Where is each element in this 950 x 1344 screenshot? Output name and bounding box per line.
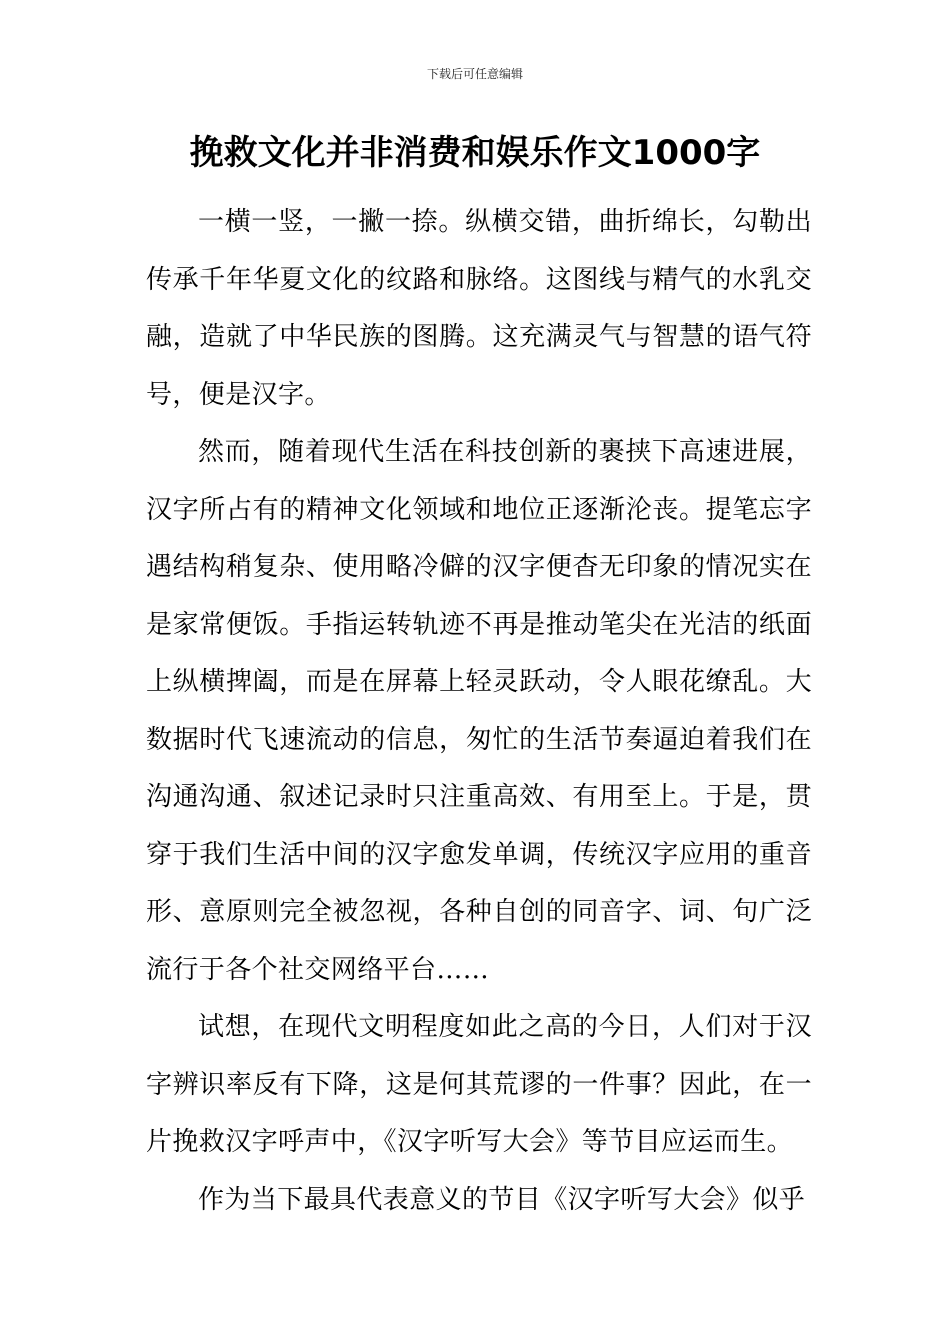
document-title: 挽救文化并非消费和娱乐作文1000字: [189, 133, 761, 173]
paragraph-4: 作为当下最具代表意义的节目《汉字听写大会》似乎: [198, 1184, 806, 1215]
paragraph-2: 然而，随着现代生活在科技创新的裹挟下高速进展，汉字所占有的精神文化领域和地位正逐渐沦丧。提笔忘字遇结构稍复杂、使用略冷僻的汉字便杳无印象的情况实在是家常便饭。手指运转轨迹不再是推动笔尖在光洁的纸面上纵横捭阖，而是在屏幕上轻灵跃动，令人眼花缭乱。大数据时代飞速流动的信息，匆忙的生活节奏逼迫着我们在沟通沟通、叙述记录时只注重高效、有用至上。于是，贯穿于我们生活中间的汉字愈发单调，传统汉字应用的重音形、意原则完全被忽视，各种自创的同音字、词、句广泛流行于各个社交网络平台……: [146, 437, 812, 985]
document-body: [146, 194, 812, 1229]
header-note: 下载后可任意编辑: [426, 67, 523, 81]
paragraph-1: 一横一竖，一撇一捺。纵横交错，曲折绵长，勾勒出传承千年华夏文化的纹路和脉络。这图线与精气的水乳交融，造就了中华民族的图腾。这充满灵气与智慧的语气符号，便是汉字。: [146, 207, 812, 410]
paragraph-3: 试想，在现代文明程度如此之高的今日，人们对于汉字辨识率反有下降，这是何其荒谬的一件事？因此，在一片挽救汉字呼声中，《汉字听写大会》等节目应运而生。: [146, 1012, 812, 1157]
